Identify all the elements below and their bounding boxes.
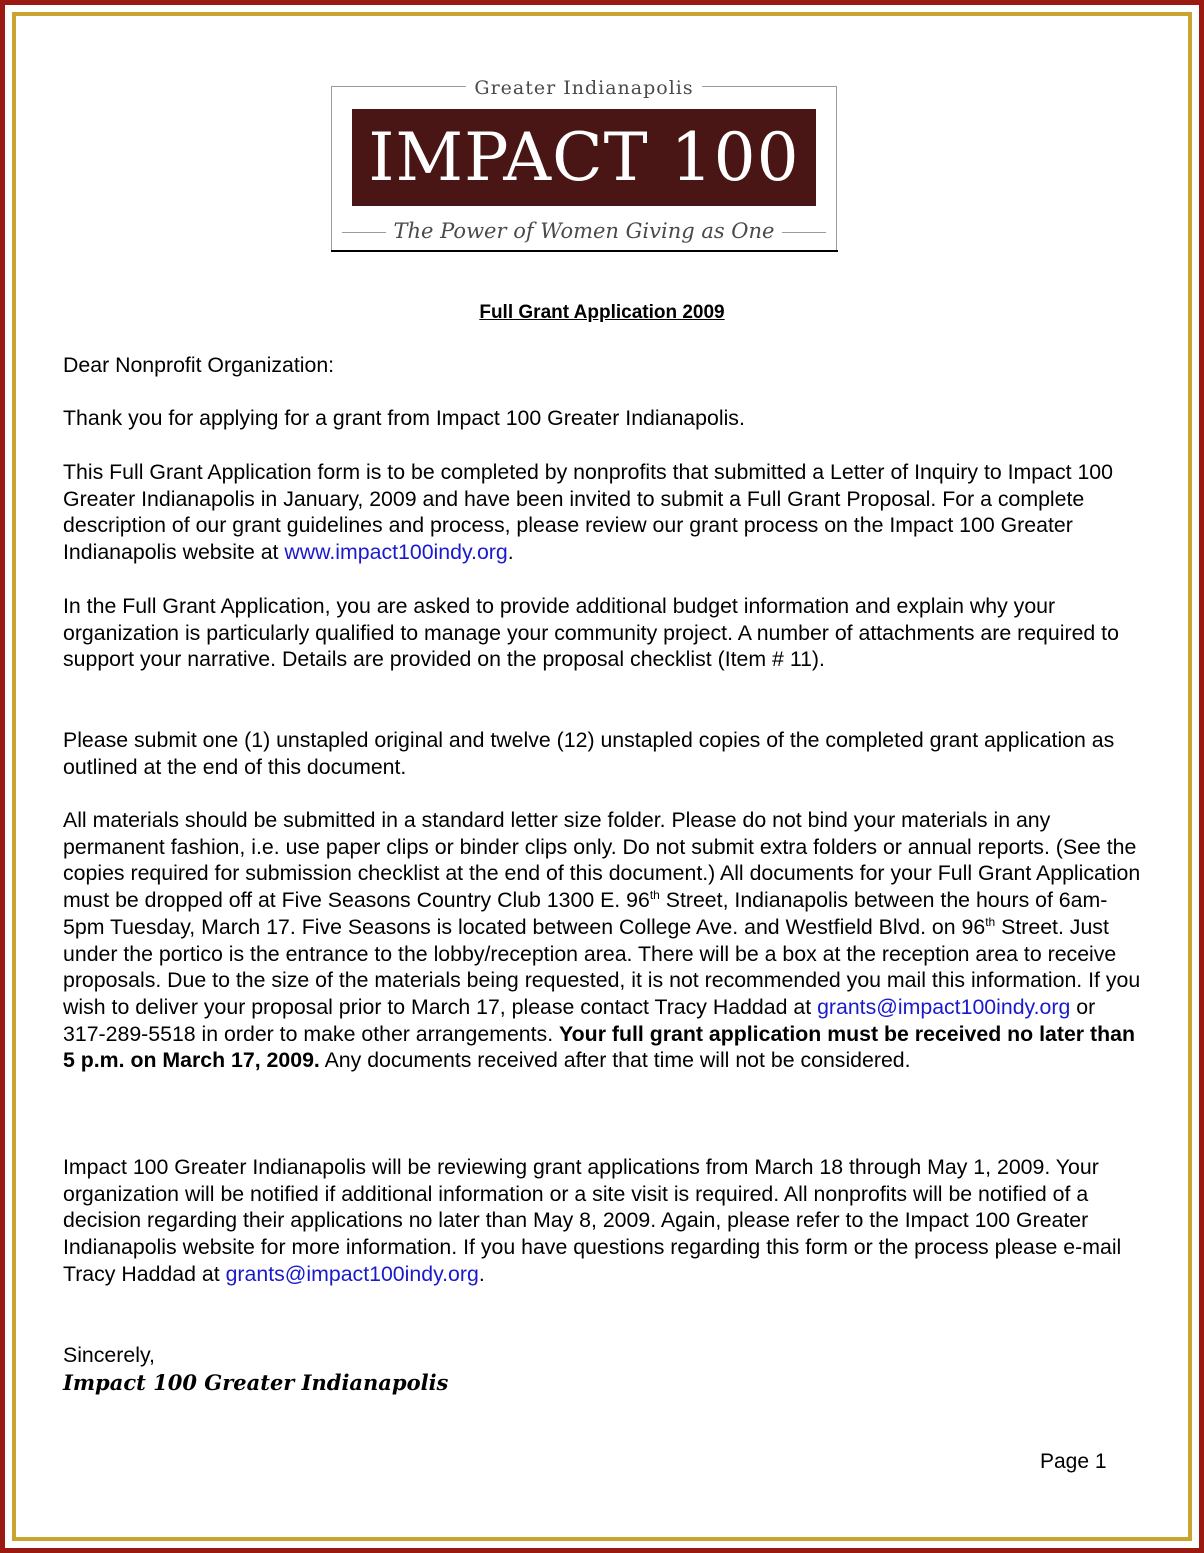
deadline-notice: Your full grant application must be received no later than 5 p.m. on March 17, 2009. [63,1021,1135,1073]
email-link[interactable]: grants@impact100indy.org [817,994,1071,1019]
email-link-2[interactable]: grants@impact100indy.org [225,1261,479,1286]
paragraph-review: Impact 100 Greater Indianapolis will be reviewing grant applications from March 18 through May 1, 2009. Your organization will be notified if additional information or a site visit is required. All nonprofits will be notified of a decision regarding their applications no later than May 8, 2009. Again, please refer to the Impact 100 Greater Indianapolis website for more information. If you have questions regarding this form or the process please e-mail Tracy Haddad at grants@impact100indy.org. [63,1155,1122,1286]
logo-underline [331,250,838,252]
document-title: Full Grant Application 2009 [479,302,725,323]
logo-top-text: Greater Indianapolis [332,77,836,99]
signature: Impact 100 Greater Indianapolis [63,1370,449,1395]
salutation: Dear Nonprofit Organization: [63,353,335,377]
paragraph-copies: Please submit one (1) unstapled original and twelve (12) unstapled copies of the completed grant application as outlined at the end of this document. [63,728,1115,779]
paragraph-budget: In the Full Grant Application, you are asked to provide additional budget information and explain why your organization is particularly qualified to manage your community project. A number of attachments are required to support your narrative. Details are provided on the proposal checklist (Item # 11). [63,594,1119,672]
logo-main-text: IMPACT 100 [352,109,816,206]
page-number: Page 1 [1040,1450,1107,1473]
closing: Sincerely, [63,1343,155,1367]
paragraph-intro: This Full Grant Application form is to be completed by nonprofits that submitted a Letter of Inquiry to Impact 100 Greater Indianapolis in January, 2009 and have been invited to submit a Full Grant Proposal. For a complete description of our grant guidelines and process, please review our grant process on the Impact 100 Greater Indianapolis website at www.impact100indy.org. [63,460,1113,565]
paragraph-submission: All materials should be submitted in a standard letter size folder. Please do not bind your materials in any permanent fashion, i.e. use paper clips or binder clips only. Do not submit extra folders or annual reports. (See the copies required for submission checklist at the end of this document.) All documents for your Full Grant Application must be dropped off at Five Seasons Country Club 1300 E. 96th Street, Indianapolis between the hours of 6am-5pm Tuesday, March 17. Five Seasons is located between College Ave. and Westfield Blvd. on 96th Street. Just under the portico is the entrance to the lobby/reception area. There will be a box at the reception area to receive proposals. Due to the size of the materials being requested, it is not recommended you mail this information. If you wish to deliver your proposal prior to March 17, please contact Tracy Haddad at grants@impact100indy.org or 317-289-5518 in order to make other arrangements. Your full grant application must be received no later than 5 p.m. on March 17, 2009. Any documents received after that time will not be considered. [63,808,1141,1073]
logo-tagline: The Power of Women Giving as One [332,219,836,243]
website-link[interactable]: www.impact100indy.org [284,540,508,565]
impact-100-logo [331,77,837,252]
paragraph-thanks: Thank you for applying for a grant from Impact 100 Greater Indianapolis. [63,406,745,430]
